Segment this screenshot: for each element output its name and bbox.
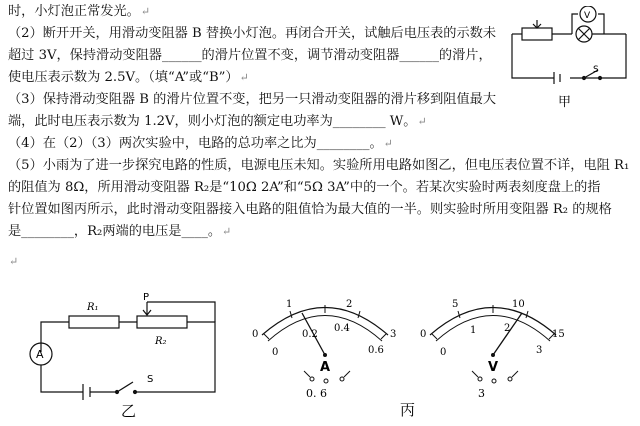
ammeter-tick-outer: 0 [252, 329, 259, 340]
text-line-11: 是________，R₂两端的电压是____。↵ [8, 224, 232, 239]
blank-line: ↵ [9, 255, 19, 268]
ammeter-dial [252, 299, 396, 400]
voltmeter-tick-inner: 2 [504, 323, 511, 334]
text-line-1: 时，小灯泡正常发光。↵ [8, 4, 151, 19]
ammeter-label: A [36, 348, 44, 361]
text-line-3: 超过 3V，保持滑动变阻器______的滑片位置不变，调节滑动变阻器______的滑片， [8, 48, 492, 63]
text-line-4: 使电压表示数为 2.5V。（填“A”或“B”）↵ [8, 70, 249, 85]
figure-bing-meters [250, 285, 570, 425]
ammeter-tick-inner: 0 [272, 347, 279, 358]
slider-p-label: P [143, 292, 150, 303]
voltmeter-tick-inner: 0 [440, 347, 447, 358]
ammeter-tick-inner: 0.4 [334, 323, 350, 334]
voltmeter-tick-outer: 5 [452, 299, 459, 310]
text-line-2: （2）断开开关，用滑动变阻器 B 替换小灯泡。再闭合开关，试触后电压表的示数未 [8, 26, 497, 41]
r2-label: R₂ [155, 336, 167, 347]
voltmeter-terminal-label: 3 [478, 387, 485, 400]
voltmeter-pointer [493, 313, 522, 355]
ammeter-tick-outer: 1 [286, 299, 293, 310]
ammeter-tick-outer: 2 [346, 299, 353, 310]
voltmeter-unit: V [488, 360, 499, 375]
text-line-8: （5）小雨为了进一步探究电路的性质，电源电压未知。实验所用电路如图乙，但电压表位置不详，电阻 R₁ [8, 158, 630, 173]
text-line-5: （3）保持滑动变阻器 B 的滑片位置不变，把另一只滑动变阻器的滑片移到阻值最大 [8, 92, 497, 107]
switch-label: S [147, 374, 154, 385]
figure-caption-yi: 乙 [121, 402, 137, 420]
ammeter-tick-outer: 3 [390, 329, 397, 340]
voltmeter-tick-outer: 0 [420, 329, 427, 340]
voltmeter-tick-inner: 1 [470, 325, 477, 336]
ammeter-tick-inner: 0.2 [302, 329, 318, 340]
r1-label: R₁ [87, 302, 99, 313]
figure-yi-circuit [25, 292, 235, 420]
rheostat-symbol [522, 28, 552, 40]
voltmeter-tick-inner: 3 [536, 345, 543, 356]
ammeter-terminal-label: 0. 6 [306, 387, 327, 400]
voltmeter-tick-outer: 15 [552, 329, 565, 340]
ammeter-unit: A [320, 360, 331, 375]
figure-caption-jia: 甲 [558, 95, 572, 110]
resistor-r1-symbol [69, 316, 119, 328]
figure-jia-circuit [500, 6, 635, 111]
text-line-6: 端，此时电压表示数为 1.2V，则小灯泡的额定电功率为________ W。↵ [8, 114, 427, 129]
switch-label: S [593, 65, 599, 75]
ammeter-tick-inner: 0.6 [368, 345, 384, 356]
text-line-7: （4）在（2）（3）两次实验中，电路的总功率之比为________。↵ [8, 136, 393, 151]
rheostat-r2-symbol [137, 316, 187, 328]
voltmeter-label: V [584, 11, 591, 21]
voltmeter-dial [420, 299, 565, 400]
voltmeter-tick-outer: 10 [512, 299, 525, 310]
figure-caption-bing: 丙 [400, 401, 416, 419]
text-line-10: 针位置如图丙所示，此时滑动变阻器接入电路的阻值恰为最大值的一半。则实验时所用变阻器 R₂ 的规格 [8, 202, 612, 217]
text-line-9: 的阻值为 8Ω，所用滑动变阻器 R₂是“10Ω 2A”和“5Ω 3A”中的一个。若某次实验时两表刻度盘上的指 [8, 180, 601, 195]
